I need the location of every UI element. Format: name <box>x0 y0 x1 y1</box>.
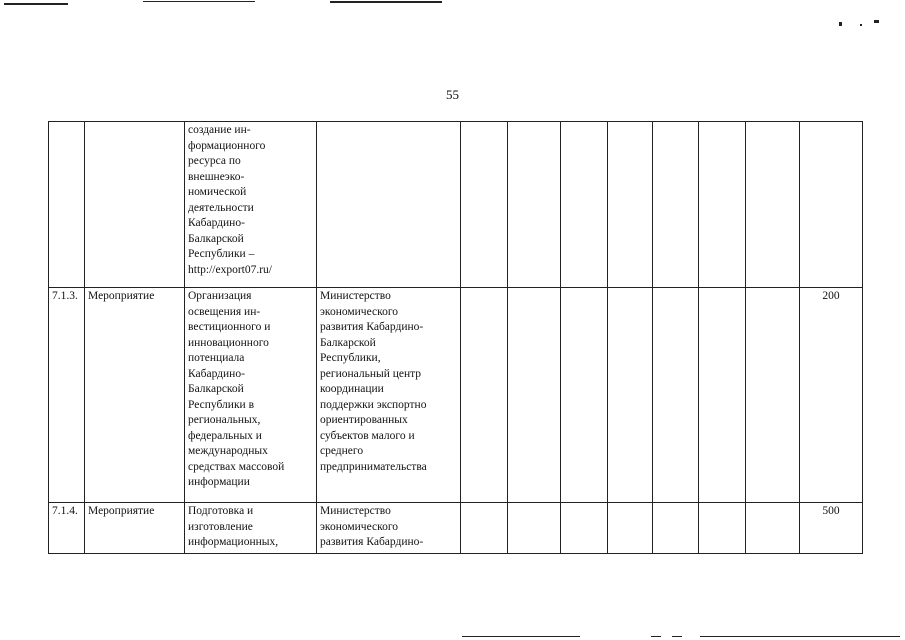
table-row <box>49 503 863 554</box>
table-row <box>49 288 863 503</box>
table-cell <box>608 503 653 554</box>
table-cell <box>653 503 699 554</box>
row-type: Мероприятие <box>85 503 185 554</box>
row-activity-name: Подготовка и изготовление информационных, <box>185 503 317 554</box>
row-executor <box>317 122 461 288</box>
scan-speck <box>860 24 862 26</box>
row-activity-name: Организация освещения ин- вестиционного и инновационного потенциала Кабардино- Балкарской Республики в региональных, федеральных и международных средствах массовой информации <box>185 288 317 503</box>
scan-speck <box>874 20 879 23</box>
table-cell <box>508 503 561 554</box>
row-activity-name: создание ин- формационного ресурса по внешнеэко- номической деятельности Кабардино- Балкарской Республики – http://export07.ru/ <box>185 122 317 288</box>
row-number: 7.1.3. <box>49 288 85 503</box>
table-cell <box>653 122 699 288</box>
scan-artifact-line <box>462 636 580 637</box>
table-cell <box>508 288 561 503</box>
row-type: Мероприятие <box>85 288 185 503</box>
table-cell <box>653 288 699 503</box>
page-number: 55 <box>446 87 459 102</box>
table-row <box>49 122 863 288</box>
table-cell <box>746 288 800 503</box>
row-number <box>49 122 85 288</box>
table-cell <box>461 503 508 554</box>
table-cell <box>699 122 746 288</box>
table-cell <box>461 288 508 503</box>
table-cell <box>508 122 561 288</box>
scan-artifact-line <box>700 636 900 637</box>
row-executor: Министерство экономического развития Кабардино- Балкарской Республики, региональный центр координации поддержки экспортно ориентированных субъектов малого и среднего предпринимательства <box>317 288 461 503</box>
table-cell <box>561 122 608 288</box>
table-cell <box>699 503 746 554</box>
scan-artifact-line <box>4 3 68 5</box>
table-cell <box>746 503 800 554</box>
scan-artifact-line <box>330 1 442 3</box>
scan-artifact-line <box>672 636 682 637</box>
row-type <box>85 122 185 288</box>
table-cell <box>746 122 800 288</box>
scan-speck <box>839 22 842 26</box>
row-executor: Министерство экономического развития Кабардино- <box>317 503 461 554</box>
row-number: 7.1.4. <box>49 503 85 554</box>
table-cell <box>561 288 608 503</box>
table-cell <box>699 288 746 503</box>
row-amount: 500 <box>800 503 863 554</box>
activities-table <box>48 121 863 554</box>
table-cell <box>608 122 653 288</box>
scan-artifact-line <box>143 1 255 2</box>
row-amount <box>800 122 863 288</box>
table-cell <box>608 288 653 503</box>
table-cell <box>461 122 508 288</box>
table-cell <box>561 503 608 554</box>
scan-artifact-line <box>651 636 661 637</box>
row-amount: 200 <box>800 288 863 503</box>
